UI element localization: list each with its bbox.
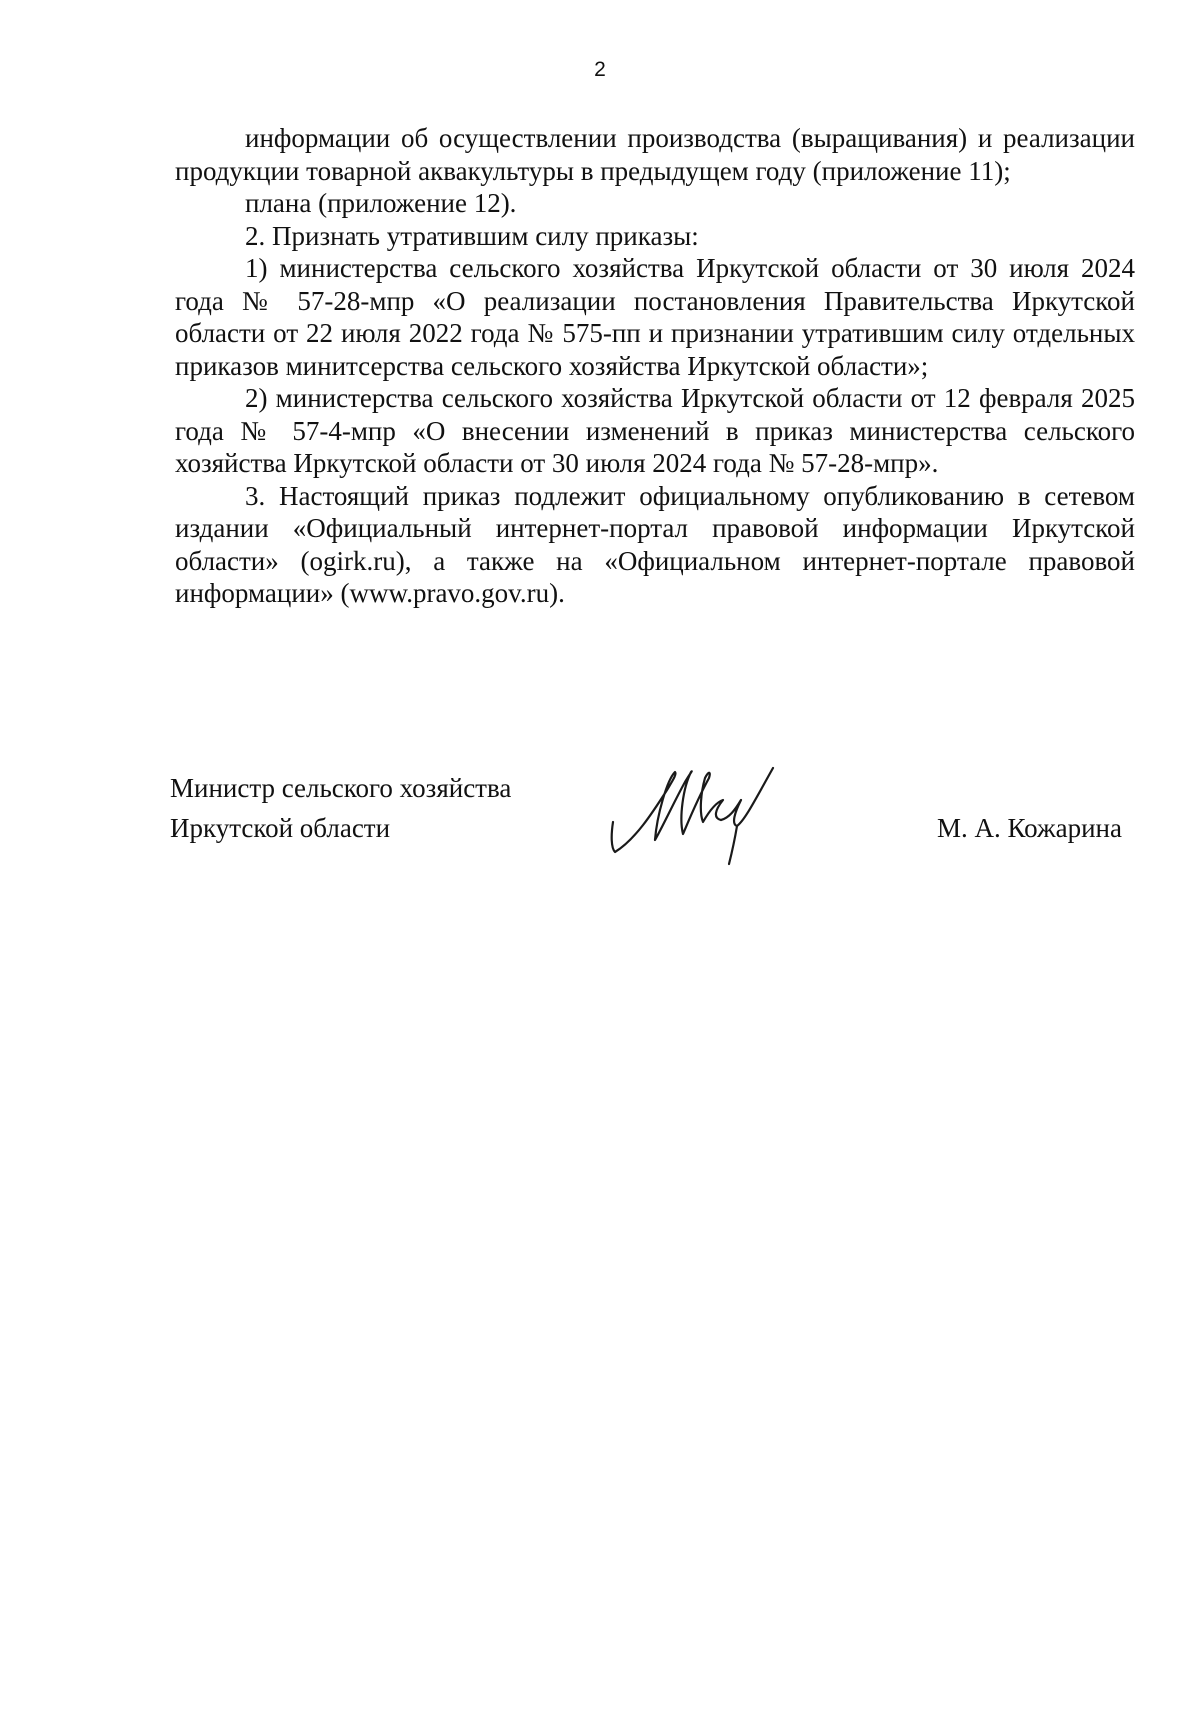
page-number: 2: [594, 58, 606, 81]
paragraph-repeal-item-1: 1) министерства сельского хозяйства Иркутской области от 30 июля 2024 года № 57-28-мпр «О реализации постановления Правительства Иркутской области от 22 июля 2022 года № 575-пп и признании утратившим силу отдельных приказов минитсерства сельского хозяйства Иркутской области»;: [175, 253, 1135, 381]
signatory-title: [170, 768, 511, 848]
document-body: [175, 122, 1135, 610]
paragraph-appendix-12: плана (приложение 12).: [245, 188, 517, 218]
paragraph-appendix-11: информации об осуществлении производства (выращивания) и реализации продукции товарной аквакультуры в предыдущем году (приложение 11);: [175, 123, 1135, 186]
handwritten-signature: [605, 760, 805, 870]
paragraph-repeal-heading: 2. Признать утратившим силу приказы:: [245, 220, 699, 251]
signatory-title-line-2: Иркутской области: [170, 813, 391, 843]
paragraph-publication: 3. Настоящий приказ подлежит официальному опубликованию в сетевом издании «Официальный интернет-портал правовой информации Иркутской области» (ogirk.ru), а также на «Официальном интернет-портале правовой информации» (www.pravo.gov.ru).: [175, 480, 1135, 608]
signatory-name: М. А. Кожарина: [936, 813, 1122, 843]
signatory-title-line-1: Министр сельского хозяйства: [170, 773, 512, 803]
paragraph-repeal-item-2: 2) министерства сельского хозяйства Иркутской области от 12 февраля 2025 года № 57-4-мпр «О внесении изменений в приказ министерства сельского хозяйства Иркутской области от 30 июля 2024 года № 57-28-мпр».: [175, 383, 1135, 478]
signature-block: [170, 768, 1130, 868]
